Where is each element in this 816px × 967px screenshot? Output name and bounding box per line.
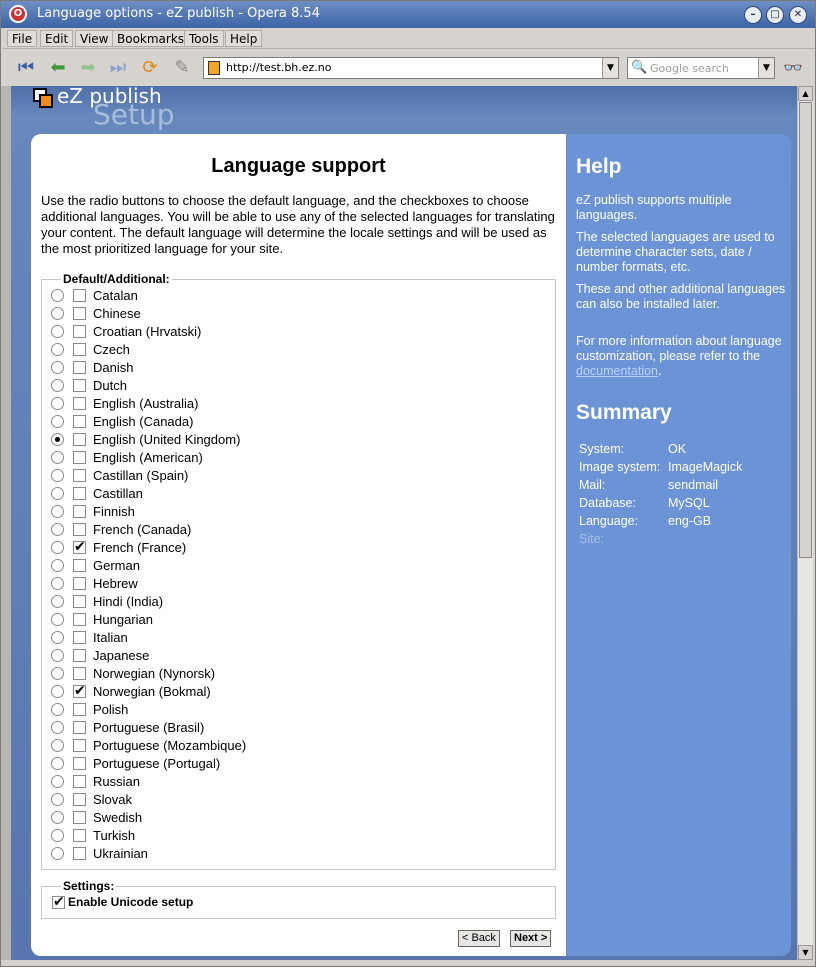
back-arrow-icon[interactable]: ⬅ bbox=[50, 57, 66, 78]
language-label: French (Canada) bbox=[93, 522, 192, 537]
language-label: Japanese bbox=[93, 648, 150, 663]
logo-subtitle: Setup bbox=[93, 98, 175, 131]
language-row bbox=[42, 359, 542, 377]
default-language-radio[interactable] bbox=[51, 631, 64, 644]
language-row bbox=[42, 287, 542, 305]
additional-language-checkbox[interactable] bbox=[73, 307, 86, 320]
additional-language-checkbox[interactable] bbox=[73, 433, 86, 446]
default-language-radio[interactable] bbox=[51, 379, 64, 392]
languages-legend: Default/Additional: bbox=[63, 272, 170, 286]
menu-file[interactable]: File bbox=[7, 30, 37, 47]
navigation-toolbar bbox=[3, 50, 815, 86]
scroll-up-icon[interactable]: ▲ bbox=[798, 86, 813, 101]
additional-language-checkbox[interactable] bbox=[73, 505, 86, 518]
additional-language-checkbox[interactable] bbox=[73, 523, 86, 536]
documentation-link[interactable]: documentation bbox=[576, 364, 659, 378]
title-bar bbox=[1, 1, 815, 28]
menu-tools[interactable]: Tools bbox=[184, 30, 224, 47]
language-label: Norwegian (Nynorsk) bbox=[93, 666, 216, 681]
default-language-radio[interactable] bbox=[51, 721, 64, 734]
summary-value: eng-GB bbox=[668, 514, 712, 528]
default-language-radio[interactable] bbox=[51, 649, 64, 662]
intro-text: Use the radio buttons to choose the default language, and the checkboxes to choose additional languages. You will be able to use any of the selected languages for translating your content. The default language will determine the locale settings and will be used as the most prioritized language for your site. bbox=[41, 193, 555, 256]
language-label: Portuguese (Brasil) bbox=[93, 720, 205, 735]
additional-language-checkbox[interactable] bbox=[73, 667, 86, 680]
language-label: Hindi (India) bbox=[93, 594, 164, 609]
default-language-radio[interactable] bbox=[51, 469, 64, 482]
default-language-radio[interactable] bbox=[51, 397, 64, 410]
close-icon[interactable]: ✕ bbox=[789, 6, 807, 24]
summary-row bbox=[579, 442, 687, 456]
additional-language-checkbox[interactable]: ✔ bbox=[74, 683, 86, 699]
additional-language-checkbox[interactable] bbox=[73, 289, 86, 302]
search-field[interactable] bbox=[627, 57, 775, 79]
address-bar[interactable] bbox=[203, 57, 619, 79]
help-paragraph-4 bbox=[576, 334, 786, 379]
help-panel bbox=[566, 134, 791, 956]
reload-icon[interactable]: ⟳ bbox=[142, 57, 158, 78]
page-icon bbox=[208, 61, 220, 75]
language-row bbox=[42, 539, 542, 557]
scroll-thumb[interactable] bbox=[799, 102, 812, 558]
forward-arrow-icon[interactable]: ➡ bbox=[80, 57, 96, 78]
summary-row bbox=[579, 478, 719, 492]
language-label: Portuguese (Portugal) bbox=[93, 756, 221, 771]
language-row bbox=[42, 575, 542, 593]
language-row bbox=[42, 485, 542, 503]
language-label: Chinese bbox=[93, 306, 141, 321]
language-label: Polish bbox=[93, 702, 129, 717]
additional-language-checkbox[interactable] bbox=[73, 451, 86, 464]
language-row bbox=[42, 467, 542, 485]
next-button[interactable]: Next > bbox=[510, 930, 551, 947]
additional-language-checkbox[interactable] bbox=[73, 325, 86, 338]
language-row bbox=[42, 521, 542, 539]
fast-forward-icon[interactable]: ⏭ bbox=[109, 57, 127, 78]
language-label: Norwegian (Bokmal) bbox=[93, 684, 211, 699]
additional-language-checkbox[interactable] bbox=[73, 829, 86, 842]
page-viewport bbox=[11, 86, 797, 960]
summary-row bbox=[579, 496, 710, 510]
language-label: Hungarian bbox=[93, 612, 153, 627]
summary-value: sendmail bbox=[668, 478, 719, 492]
summary-row bbox=[579, 460, 743, 474]
additional-language-checkbox[interactable] bbox=[73, 397, 86, 410]
language-label: Swedish bbox=[93, 810, 143, 825]
menu-bar bbox=[3, 28, 815, 49]
language-label: Portuguese (Mozambique) bbox=[93, 738, 247, 753]
help-paragraph-4-text: For more information about language customization, please refer to the bbox=[576, 334, 782, 363]
menu-view[interactable]: View bbox=[75, 30, 113, 47]
additional-language-checkbox[interactable] bbox=[73, 469, 86, 482]
additional-language-checkbox[interactable] bbox=[73, 703, 86, 716]
default-language-radio[interactable] bbox=[51, 613, 64, 626]
language-row bbox=[42, 431, 542, 449]
ez-logo-square-icon bbox=[39, 94, 53, 108]
additional-language-checkbox[interactable] bbox=[73, 793, 86, 806]
default-language-radio[interactable] bbox=[51, 847, 64, 860]
language-label: Castillan (Spain) bbox=[93, 468, 189, 483]
default-language-radio[interactable] bbox=[51, 343, 64, 356]
summary-value: ImageMagick bbox=[668, 460, 743, 474]
additional-language-checkbox[interactable] bbox=[73, 361, 86, 374]
help-paragraph-2: The selected languages are used to determine character sets, date / number formats, etc. bbox=[576, 230, 775, 274]
language-row bbox=[42, 377, 542, 395]
language-label: French (France) bbox=[93, 540, 187, 555]
unicode-label: Enable Unicode setup bbox=[68, 895, 194, 909]
language-label: English (United Kingdom) bbox=[93, 432, 241, 447]
search-dropdown-icon[interactable]: ▼ bbox=[758, 58, 774, 78]
menu-bookmarks[interactable]: Bookmarks bbox=[112, 30, 189, 47]
language-row bbox=[42, 647, 542, 665]
settings-legend: Settings: bbox=[63, 879, 115, 893]
default-language-radio[interactable] bbox=[51, 559, 64, 572]
language-label: Ukrainian bbox=[93, 846, 148, 861]
edit-pen-icon[interactable]: ✎ bbox=[174, 57, 190, 78]
additional-language-checkbox[interactable] bbox=[73, 649, 86, 662]
language-label: Croatian (Hrvatski) bbox=[93, 324, 202, 339]
language-label: Slovak bbox=[93, 792, 133, 807]
default-language-radio[interactable] bbox=[51, 793, 64, 806]
default-language-radio[interactable] bbox=[51, 451, 64, 464]
scroll-down-icon[interactable]: ▼ bbox=[798, 945, 813, 960]
language-row bbox=[42, 557, 542, 575]
summary-label: Database: bbox=[579, 496, 636, 510]
language-row bbox=[42, 449, 542, 467]
default-language-radio[interactable] bbox=[51, 595, 64, 608]
additional-language-checkbox[interactable] bbox=[73, 415, 86, 428]
language-row bbox=[42, 305, 542, 323]
language-row bbox=[42, 413, 542, 431]
address-dropdown-icon[interactable]: ▼ bbox=[602, 58, 618, 78]
language-label: Czech bbox=[93, 342, 130, 357]
default-language-radio[interactable] bbox=[51, 307, 64, 320]
summary-label: Language: bbox=[579, 514, 639, 528]
default-language-radio[interactable] bbox=[51, 739, 64, 752]
summary-label: Mail: bbox=[579, 478, 606, 492]
language-label: Danish bbox=[93, 360, 134, 375]
language-row bbox=[42, 629, 542, 647]
additional-language-checkbox[interactable] bbox=[73, 811, 86, 824]
help-paragraph-1: eZ publish supports multiple languages. bbox=[576, 193, 732, 222]
summary-label: Site: bbox=[579, 532, 605, 546]
language-label: German bbox=[93, 558, 140, 573]
language-row bbox=[42, 755, 542, 773]
language-label: Russian bbox=[93, 774, 140, 789]
help-title: Help bbox=[576, 155, 622, 178]
menu-edit[interactable]: Edit bbox=[40, 30, 73, 47]
additional-language-checkbox[interactable] bbox=[73, 775, 86, 788]
language-row bbox=[42, 323, 542, 341]
unicode-checkbox[interactable]: ✔ bbox=[53, 894, 65, 910]
summary-title: Summary bbox=[576, 401, 672, 424]
default-language-radio[interactable] bbox=[51, 415, 64, 428]
back-button[interactable]: < Back bbox=[458, 930, 500, 947]
additional-language-checkbox[interactable] bbox=[73, 577, 86, 590]
default-language-radio[interactable] bbox=[51, 505, 64, 518]
glasses-icon[interactable]: 👓 bbox=[783, 58, 803, 77]
language-fieldset bbox=[41, 272, 556, 870]
rewind-icon[interactable]: ⏮ bbox=[17, 57, 35, 78]
default-language-radio[interactable] bbox=[51, 289, 64, 302]
search-icon: 🔍 bbox=[631, 60, 648, 75]
language-label: Catalan bbox=[93, 288, 138, 303]
additional-language-checkbox[interactable] bbox=[73, 379, 86, 392]
language-label: English (American) bbox=[93, 450, 203, 465]
additional-language-checkbox[interactable] bbox=[73, 613, 86, 626]
side-panel-edge[interactable] bbox=[1, 86, 11, 960]
summary-label: System: bbox=[579, 442, 625, 456]
status-bar bbox=[3, 960, 815, 966]
language-label: Castillan bbox=[93, 486, 143, 501]
default-language-radio[interactable] bbox=[51, 325, 64, 338]
additional-language-checkbox[interactable] bbox=[73, 487, 86, 500]
summary-value: MySQL bbox=[668, 496, 710, 510]
language-row bbox=[42, 773, 542, 791]
language-row bbox=[42, 809, 542, 827]
summary-row bbox=[579, 514, 712, 528]
language-row bbox=[42, 845, 542, 863]
language-label: Finnish bbox=[93, 504, 135, 519]
default-language-radio[interactable] bbox=[51, 361, 64, 374]
summary-row bbox=[579, 532, 604, 546]
language-label: English (Australia) bbox=[93, 396, 199, 411]
language-row bbox=[42, 395, 542, 413]
default-language-radio[interactable] bbox=[51, 685, 64, 698]
help-paragraph-4-end: . bbox=[658, 364, 662, 378]
additional-language-checkbox[interactable] bbox=[73, 721, 86, 734]
maximize-icon[interactable]: □ bbox=[766, 6, 784, 24]
additional-language-checkbox[interactable]: ✔ bbox=[74, 539, 86, 555]
default-language-radio[interactable] bbox=[51, 811, 64, 824]
language-row bbox=[42, 791, 542, 809]
language-row bbox=[42, 719, 542, 737]
default-language-radio[interactable] bbox=[51, 577, 64, 590]
language-label: Dutch bbox=[93, 378, 127, 393]
default-language-radio[interactable] bbox=[51, 829, 64, 842]
additional-language-checkbox[interactable] bbox=[73, 631, 86, 644]
search-placeholder[interactable]: Google search bbox=[650, 62, 729, 75]
language-row bbox=[42, 503, 542, 521]
language-label: Italian bbox=[93, 630, 128, 645]
window-title: Language options - eZ publish - Opera 8.54 bbox=[37, 6, 320, 21]
language-row bbox=[42, 683, 542, 701]
language-row bbox=[42, 341, 542, 359]
vertical-scrollbar[interactable] bbox=[797, 86, 813, 960]
language-label: Turkish bbox=[93, 828, 136, 843]
default-language-radio[interactable] bbox=[51, 757, 64, 770]
language-row bbox=[42, 665, 542, 683]
menu-help[interactable]: Help bbox=[225, 30, 262, 47]
summary-label: Image system: bbox=[579, 460, 661, 474]
settings-fieldset bbox=[41, 879, 556, 919]
opera-icon: O bbox=[9, 5, 27, 23]
additional-language-checkbox[interactable] bbox=[73, 559, 86, 572]
default-language-radio[interactable] bbox=[51, 487, 64, 500]
address-text[interactable]: http://test.bh.ez.no bbox=[226, 61, 332, 74]
default-language-radio[interactable] bbox=[51, 667, 64, 680]
language-row bbox=[42, 701, 542, 719]
additional-language-checkbox[interactable] bbox=[73, 757, 86, 770]
language-row bbox=[42, 611, 542, 629]
language-row bbox=[42, 737, 542, 755]
logo-title: eZ publish bbox=[57, 86, 162, 108]
default-language-radio[interactable] bbox=[51, 541, 64, 554]
summary-value: OK bbox=[668, 442, 687, 456]
additional-language-checkbox[interactable] bbox=[73, 739, 86, 752]
minimize-icon[interactable]: – bbox=[744, 6, 762, 24]
additional-language-checkbox[interactable] bbox=[73, 847, 86, 860]
default-language-radio[interactable] bbox=[51, 523, 64, 536]
additional-language-checkbox[interactable] bbox=[73, 343, 86, 356]
help-paragraph-3: These and other additional languages can also be installed later. bbox=[576, 282, 786, 311]
additional-language-checkbox[interactable] bbox=[73, 595, 86, 608]
language-row bbox=[42, 827, 542, 845]
language-label: Hebrew bbox=[93, 576, 138, 591]
main-content bbox=[31, 134, 566, 956]
default-language-radio[interactable] bbox=[51, 703, 64, 716]
page-title: Language support bbox=[211, 155, 386, 177]
language-row bbox=[42, 593, 542, 611]
default-language-radio[interactable] bbox=[51, 775, 64, 788]
language-label: English (Canada) bbox=[93, 414, 194, 429]
default-language-radio[interactable] bbox=[51, 433, 64, 446]
